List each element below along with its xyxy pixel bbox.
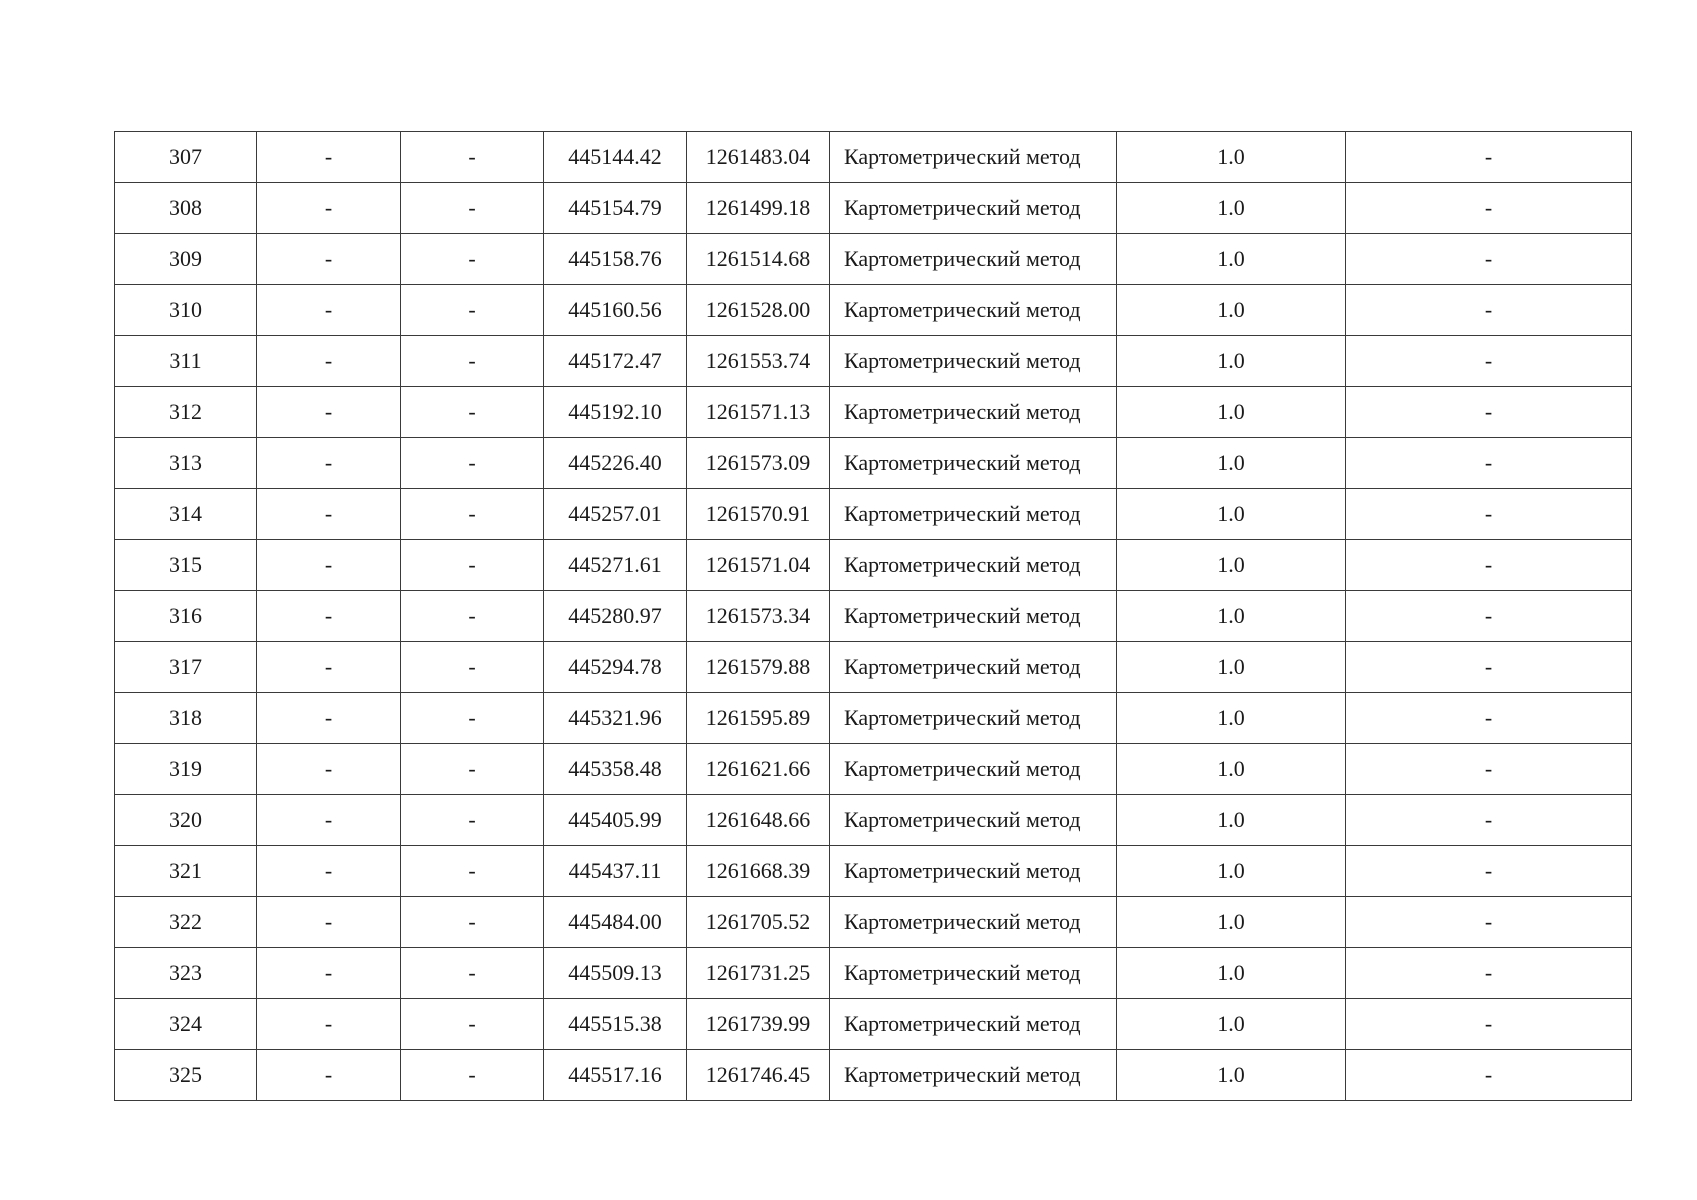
x-coordinate-cell: 445437.11 [544,846,687,897]
method-cell: Картометрический метод [830,234,1117,285]
note-cell: - [1346,999,1632,1050]
accuracy-cell: 1.0 [1117,999,1346,1050]
y-coordinate-cell: 1261595.89 [687,693,830,744]
method-cell: Картометрический метод [830,336,1117,387]
x-coordinate-cell: 445509.13 [544,948,687,999]
accuracy-cell: 1.0 [1117,897,1346,948]
note-cell: - [1346,744,1632,795]
point-number-cell: 323 [115,948,257,999]
empty-cell-2: - [257,1050,401,1101]
table-row [115,897,1632,948]
table-row [115,591,1632,642]
note-cell: - [1346,1050,1632,1101]
method-cell: Картометрический метод [830,693,1117,744]
empty-cell-3: - [401,438,544,489]
method-cell: Картометрический метод [830,285,1117,336]
accuracy-cell: 1.0 [1117,285,1346,336]
coordinates-table [114,131,1632,1101]
empty-cell-3: - [401,285,544,336]
empty-cell-2: - [257,387,401,438]
point-number-cell: 309 [115,234,257,285]
note-cell: - [1346,234,1632,285]
point-number-cell: 311 [115,336,257,387]
point-number-cell: 319 [115,744,257,795]
point-number-cell: 310 [115,285,257,336]
method-cell: Картометрический метод [830,642,1117,693]
empty-cell-2: - [257,183,401,234]
y-coordinate-cell: 1261571.04 [687,540,830,591]
y-coordinate-cell: 1261621.66 [687,744,830,795]
table-row [115,387,1632,438]
note-cell: - [1346,387,1632,438]
x-coordinate-cell: 445226.40 [544,438,687,489]
note-cell: - [1346,540,1632,591]
table-row [115,846,1632,897]
empty-cell-3: - [401,693,544,744]
accuracy-cell: 1.0 [1117,489,1346,540]
empty-cell-3: - [401,999,544,1050]
x-coordinate-cell: 445484.00 [544,897,687,948]
method-cell: Картометрический метод [830,744,1117,795]
point-number-cell: 325 [115,1050,257,1101]
method-cell: Картометрический метод [830,132,1117,183]
empty-cell-2: - [257,540,401,591]
table-row [115,336,1632,387]
empty-cell-2: - [257,693,401,744]
x-coordinate-cell: 445144.42 [544,132,687,183]
table-row [115,234,1632,285]
table-row [115,795,1632,846]
table-body [115,132,1632,1101]
empty-cell-3: - [401,846,544,897]
point-number-cell: 324 [115,999,257,1050]
x-coordinate-cell: 445192.10 [544,387,687,438]
empty-cell-3: - [401,1050,544,1101]
accuracy-cell: 1.0 [1117,132,1346,183]
note-cell: - [1346,693,1632,744]
empty-cell-2: - [257,489,401,540]
empty-cell-2: - [257,336,401,387]
x-coordinate-cell: 445154.79 [544,183,687,234]
table-row [115,132,1632,183]
point-number-cell: 316 [115,591,257,642]
note-cell: - [1346,183,1632,234]
note-cell: - [1346,336,1632,387]
y-coordinate-cell: 1261739.99 [687,999,830,1050]
note-cell: - [1346,489,1632,540]
note-cell: - [1346,948,1632,999]
empty-cell-3: - [401,489,544,540]
accuracy-cell: 1.0 [1117,234,1346,285]
empty-cell-2: - [257,234,401,285]
table-row [115,285,1632,336]
x-coordinate-cell: 445280.97 [544,591,687,642]
y-coordinate-cell: 1261746.45 [687,1050,830,1101]
table-row [115,489,1632,540]
accuracy-cell: 1.0 [1117,336,1346,387]
accuracy-cell: 1.0 [1117,744,1346,795]
empty-cell-3: - [401,336,544,387]
empty-cell-3: - [401,744,544,795]
empty-cell-3: - [401,234,544,285]
point-number-cell: 307 [115,132,257,183]
empty-cell-3: - [401,183,544,234]
table-row [115,693,1632,744]
x-coordinate-cell: 445257.01 [544,489,687,540]
accuracy-cell: 1.0 [1117,795,1346,846]
empty-cell-2: - [257,591,401,642]
point-number-cell: 314 [115,489,257,540]
table-row [115,438,1632,489]
y-coordinate-cell: 1261514.68 [687,234,830,285]
y-coordinate-cell: 1261483.04 [687,132,830,183]
x-coordinate-cell: 445158.76 [544,234,687,285]
y-coordinate-cell: 1261573.34 [687,591,830,642]
table-row [115,642,1632,693]
point-number-cell: 322 [115,897,257,948]
method-cell: Картометрический метод [830,948,1117,999]
empty-cell-2: - [257,795,401,846]
y-coordinate-cell: 1261731.25 [687,948,830,999]
method-cell: Картометрический метод [830,999,1117,1050]
point-number-cell: 312 [115,387,257,438]
point-number-cell: 317 [115,642,257,693]
accuracy-cell: 1.0 [1117,693,1346,744]
empty-cell-2: - [257,132,401,183]
empty-cell-3: - [401,642,544,693]
accuracy-cell: 1.0 [1117,948,1346,999]
x-coordinate-cell: 445172.47 [544,336,687,387]
note-cell: - [1346,132,1632,183]
x-coordinate-cell: 445517.16 [544,1050,687,1101]
y-coordinate-cell: 1261570.91 [687,489,830,540]
accuracy-cell: 1.0 [1117,591,1346,642]
y-coordinate-cell: 1261528.00 [687,285,830,336]
accuracy-cell: 1.0 [1117,387,1346,438]
x-coordinate-cell: 445271.61 [544,540,687,591]
accuracy-cell: 1.0 [1117,642,1346,693]
accuracy-cell: 1.0 [1117,846,1346,897]
y-coordinate-cell: 1261579.88 [687,642,830,693]
empty-cell-3: - [401,897,544,948]
x-coordinate-cell: 445321.96 [544,693,687,744]
y-coordinate-cell: 1261553.74 [687,336,830,387]
table-row [115,540,1632,591]
point-number-cell: 315 [115,540,257,591]
empty-cell-2: - [257,285,401,336]
empty-cell-3: - [401,591,544,642]
point-number-cell: 321 [115,846,257,897]
note-cell: - [1346,795,1632,846]
empty-cell-2: - [257,642,401,693]
empty-cell-2: - [257,438,401,489]
method-cell: Картометрический метод [830,438,1117,489]
method-cell: Картометрический метод [830,846,1117,897]
empty-cell-2: - [257,948,401,999]
y-coordinate-cell: 1261705.52 [687,897,830,948]
method-cell: Картометрический метод [830,387,1117,438]
empty-cell-3: - [401,795,544,846]
empty-cell-2: - [257,897,401,948]
note-cell: - [1346,591,1632,642]
accuracy-cell: 1.0 [1117,438,1346,489]
x-coordinate-cell: 445160.56 [544,285,687,336]
note-cell: - [1346,285,1632,336]
method-cell: Картометрический метод [830,795,1117,846]
method-cell: Картометрический метод [830,540,1117,591]
y-coordinate-cell: 1261573.09 [687,438,830,489]
y-coordinate-cell: 1261668.39 [687,846,830,897]
table-row [115,744,1632,795]
empty-cell-2: - [257,846,401,897]
method-cell: Картометрический метод [830,183,1117,234]
x-coordinate-cell: 445358.48 [544,744,687,795]
method-cell: Картометрический метод [830,897,1117,948]
point-number-cell: 318 [115,693,257,744]
point-number-cell: 313 [115,438,257,489]
point-number-cell: 308 [115,183,257,234]
table-row [115,183,1632,234]
accuracy-cell: 1.0 [1117,540,1346,591]
note-cell: - [1346,846,1632,897]
x-coordinate-cell: 445405.99 [544,795,687,846]
table-row [115,948,1632,999]
method-cell: Картометрический метод [830,1050,1117,1101]
point-number-cell: 320 [115,795,257,846]
note-cell: - [1346,642,1632,693]
empty-cell-3: - [401,387,544,438]
y-coordinate-cell: 1261499.18 [687,183,830,234]
empty-cell-2: - [257,744,401,795]
accuracy-cell: 1.0 [1117,183,1346,234]
table-row [115,999,1632,1050]
note-cell: - [1346,438,1632,489]
method-cell: Картометрический метод [830,489,1117,540]
y-coordinate-cell: 1261571.13 [687,387,830,438]
note-cell: - [1346,897,1632,948]
accuracy-cell: 1.0 [1117,1050,1346,1101]
empty-cell-2: - [257,999,401,1050]
x-coordinate-cell: 445294.78 [544,642,687,693]
x-coordinate-cell: 445515.38 [544,999,687,1050]
method-cell: Картометрический метод [830,591,1117,642]
empty-cell-3: - [401,540,544,591]
empty-cell-3: - [401,132,544,183]
empty-cell-3: - [401,948,544,999]
table-row [115,1050,1632,1101]
y-coordinate-cell: 1261648.66 [687,795,830,846]
